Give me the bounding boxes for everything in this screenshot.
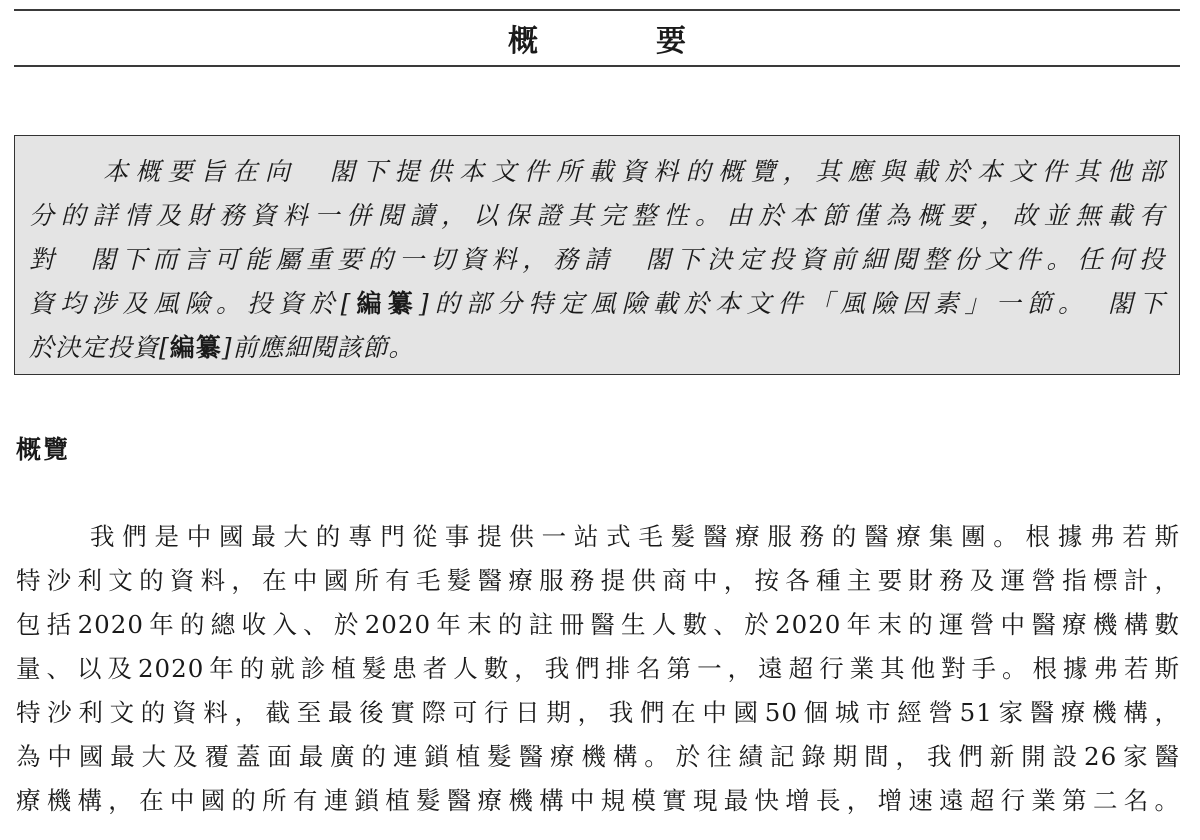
paragraph-line: 療機構，在中國的所有連鎖植髮醫療機構中規模實現最快增長，增速遠超行業第二名。	[16, 786, 1180, 815]
section-heading: 概覽	[16, 435, 71, 464]
notice-text: ]的部分特定風險載於本文件「風險因素」一節。 閣下	[418, 289, 1165, 318]
notice-line	[29, 238, 1165, 282]
paragraph-line: 包括2020年的總收入、於2020年末的註冊醫生人數、於2020年末的運營中醫療機構數	[16, 610, 1180, 639]
paragraph-line: 我們是中國最大的專門從事提供一站式毛髮醫療服務的醫療集團。根據弗若斯	[90, 522, 1180, 551]
paragraph-line: 量、以及2020年的就診植髮患者人數，我們排名第一，遠超行業其他對手。根據弗若斯	[16, 654, 1180, 683]
notice-text: 分的詳情及財務資料一併閱讀，以保證其完整性。由於本節僅為概要，故並無載有	[29, 201, 1165, 230]
notice-text: 對 閣下而言可能屬重要的一切資料，務請 閣下決定投資前細閱整份文件。任何投	[29, 245, 1165, 274]
notice-text: ]前應細閱該節。	[221, 333, 415, 362]
page-header	[14, 9, 1180, 67]
notice-text: 資均涉及風險。投資於[	[29, 289, 352, 318]
notice-line	[29, 282, 1165, 326]
notice-text: 於決定投資[	[29, 333, 170, 362]
redacted-token: 編纂	[351, 289, 419, 318]
paragraph-line: 特沙利文的資料，截至最後實際可行日期，我們在中國50個城市經營51家醫療機構，	[16, 698, 1180, 727]
notice-text: 本概要旨在向 閣下提供本文件所載資料的概覽，其應與載於本文件其他部	[103, 157, 1165, 186]
redacted-token: 編纂	[169, 333, 222, 362]
paragraph-line: 為中國最大及覆蓋面最廣的連鎖植髮醫療機構。於往績記錄期間，我們新開設26家醫	[16, 742, 1180, 771]
paragraph-line: 特沙利文的資料，在中國所有毛髮醫療服務提供商中，按各種主要財務及運營指標計，	[16, 566, 1180, 595]
notice-line	[29, 150, 1165, 194]
notice-line	[29, 194, 1165, 238]
summary-notice-box	[14, 135, 1180, 375]
page-title: 概 要	[508, 24, 730, 59]
overview-paragraph	[16, 515, 1180, 823]
notice-line	[29, 326, 1165, 370]
